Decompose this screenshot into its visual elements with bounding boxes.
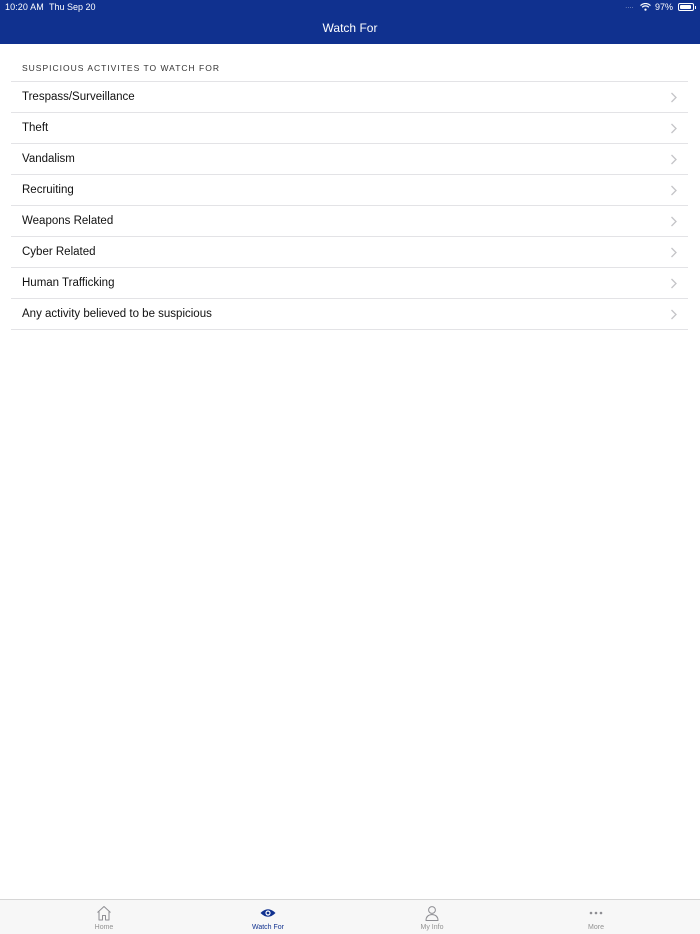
list-item-theft[interactable]	[11, 113, 688, 144]
chevron-right-icon	[670, 216, 678, 227]
chevron-right-icon	[670, 247, 678, 258]
tab-label: Home	[94, 924, 114, 931]
list-item-any-suspicious-activity[interactable]	[11, 299, 688, 330]
tab-label: Watch For	[251, 924, 285, 931]
tab-bar	[0, 899, 700, 934]
list-item-label: Any activity believed to be suspicious	[22, 308, 212, 320]
list-item-vandalism[interactable]	[11, 144, 688, 175]
list-item-label: Trespass/Surveillance	[22, 91, 135, 103]
list-item-weapons-related[interactable]	[11, 206, 688, 237]
chevron-right-icon	[670, 92, 678, 103]
chevron-right-icon	[670, 185, 678, 196]
tab-watch-for[interactable]	[228, 900, 308, 934]
person-icon	[423, 905, 441, 921]
more-icon	[587, 905, 605, 921]
tab-label: More	[588, 924, 604, 931]
eye-icon	[259, 905, 277, 921]
activity-list	[11, 81, 688, 330]
status-time: 10:20 AM	[5, 2, 44, 12]
list-item-label: Theft	[22, 122, 49, 134]
section-header: SUSPICIOUS ACTIVITES TO WATCH FOR	[22, 63, 220, 73]
battery-icon	[678, 3, 694, 11]
chevron-right-icon	[670, 278, 678, 289]
chevron-right-icon	[670, 154, 678, 165]
list-item-label: Weapons Related	[22, 215, 114, 227]
tab-label: My Info	[420, 924, 444, 931]
chevron-right-icon	[670, 309, 678, 320]
list-item-label: Human Trafficking	[22, 277, 115, 289]
list-item-label: Cyber Related	[22, 246, 96, 258]
signal-icon: ....	[625, 4, 634, 10]
list-item-trespass-surveillance[interactable]	[11, 82, 688, 113]
chevron-right-icon	[670, 123, 678, 134]
list-item-label: Vandalism	[22, 153, 75, 165]
status-date: Thu Sep 20	[49, 2, 96, 12]
list-item-label: Recruiting	[22, 184, 74, 196]
navigation-bar	[0, 0, 700, 44]
battery-percent: 97%	[654, 2, 673, 12]
page-title: Watch For	[322, 21, 378, 35]
list-item-recruiting[interactable]	[11, 175, 688, 206]
status-indicators	[625, 1, 694, 13]
list-item-human-trafficking[interactable]	[11, 268, 688, 299]
tab-home[interactable]	[64, 900, 144, 934]
home-icon	[95, 905, 113, 921]
list-item-cyber-related[interactable]	[11, 237, 688, 268]
wifi-icon	[640, 3, 651, 11]
tab-more[interactable]	[556, 900, 636, 934]
tab-my-info[interactable]	[392, 900, 472, 934]
